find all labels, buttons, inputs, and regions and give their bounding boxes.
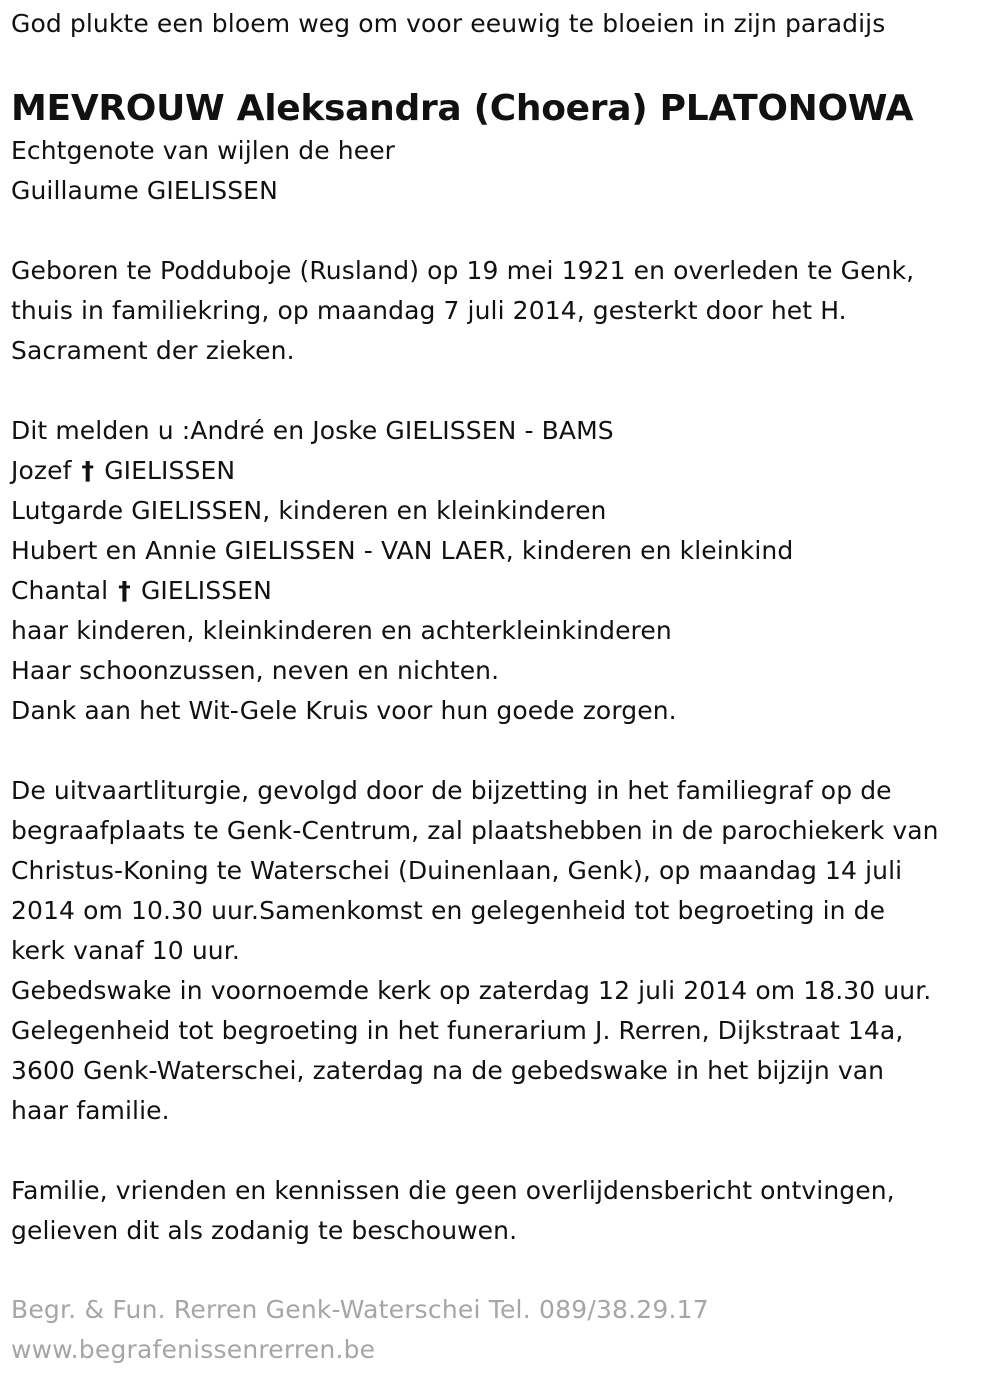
ceremony-line: Christus-Koning te Waterschei (Duinenlaan, Genk), op maandag 14 juli bbox=[11, 856, 903, 885]
family-line: Lutgarde GIELISSEN, kinderen en kleinkinderen bbox=[11, 496, 607, 525]
funeral-home-footer bbox=[11, 1290, 996, 1370]
motto: God plukte een bloem weg om voor eeuwig te bloeien in zijn paradijs bbox=[11, 9, 886, 38]
spouse-line-1: Echtgenote van wijlen de heer bbox=[11, 136, 396, 165]
obituary-document bbox=[11, 0, 996, 1370]
birth-death-line: Sacrament der zieken. bbox=[11, 336, 295, 365]
notice-paragraph bbox=[11, 1171, 996, 1251]
family-line: haar kinderen, kleinkinderen en achterkleinkinderen bbox=[11, 616, 672, 645]
deceased-name: MEVROUW Aleksandra (Choera) PLATONOWA bbox=[11, 88, 914, 129]
family-first-name: Chantal bbox=[11, 576, 109, 605]
family-line-chantal bbox=[11, 571, 996, 611]
ceremony-line: begraafplaats te Genk-Centrum, zal plaatshebben in de parochiekerk van bbox=[11, 816, 939, 845]
cross-icon: † bbox=[118, 576, 131, 605]
spouse-line-2: Guillaume GIELISSEN bbox=[11, 176, 278, 205]
family-line: Hubert en Annie GIELISSEN - VAN LAER, kinderen en kleinkind bbox=[11, 536, 794, 565]
ceremony-line: 2014 om 10.30 uur.Samenkomst en gelegenheid tot begroeting in de bbox=[11, 896, 886, 925]
ceremony-line: De uitvaartliturgie, gevolgd door de bijzetting in het familiegraf op de bbox=[11, 776, 892, 805]
cross-icon: † bbox=[81, 456, 95, 485]
ceremony-line: Gelegenheid tot begroeting in het funerarium J. Rerren, Dijkstraat 14a, bbox=[11, 1016, 904, 1045]
family-last-name: GIELISSEN bbox=[104, 456, 236, 485]
birth-death-paragraph bbox=[11, 251, 996, 371]
family-first-name: Jozef bbox=[11, 456, 72, 485]
birth-death-line: Geboren te Podduboje (Rusland) op 19 mei 1921 en overleden te Genk, bbox=[11, 256, 915, 285]
notice-line: Familie, vrienden en kennissen die geen overlijdensbericht ontvingen, bbox=[11, 1176, 895, 1205]
family-line: Dit melden u :André en Joske GIELISSEN - BAMS bbox=[11, 416, 614, 445]
ceremony-line: haar familie. bbox=[11, 1096, 170, 1125]
ceremony-line: 3600 Genk-Waterschei, zaterdag na de gebedswake in het bijzijn van bbox=[11, 1056, 885, 1085]
family-line: Dank aan het Wit-Gele Kruis voor hun goede zorgen. bbox=[11, 696, 677, 725]
ceremony-line: kerk vanaf 10 uur. bbox=[11, 936, 240, 965]
birth-death-line: thuis in familiekring, op maandag 7 juli 2014, gesterkt door het H. bbox=[11, 296, 847, 325]
family-line-jozef bbox=[11, 451, 996, 491]
ceremony-line: Gebedswake in voornoemde kerk op zaterdag 12 juli 2014 om 18.30 uur. bbox=[11, 976, 932, 1005]
notice-line: gelieven dit als zodanig te beschouwen. bbox=[11, 1216, 518, 1245]
family-line: Haar schoonzussen, neven en nichten. bbox=[11, 656, 500, 685]
funeral-home-contact: Begr. & Fun. Rerren Genk-Waterschei Tel. 089/38.29.17 bbox=[11, 1295, 709, 1324]
family-last-name: GIELISSEN bbox=[140, 576, 272, 605]
funeral-home-website: www.begrafenissenrerren.be bbox=[11, 1335, 376, 1364]
ceremony-paragraph bbox=[11, 771, 996, 1131]
family-paragraph bbox=[11, 411, 996, 731]
